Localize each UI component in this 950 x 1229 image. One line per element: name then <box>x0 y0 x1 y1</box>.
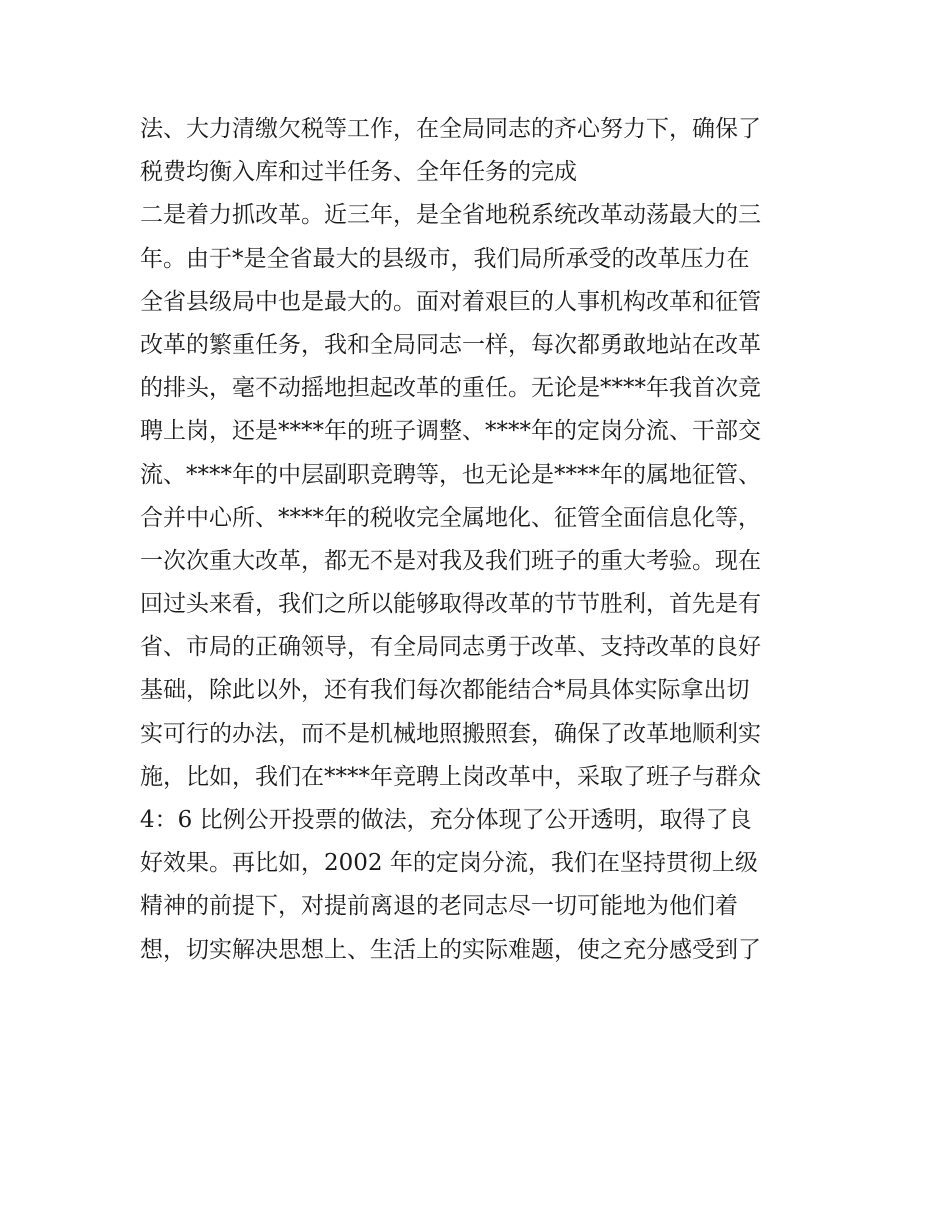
text-line: 4：6 比例公开投票的做法，充分体现了公开透明，取得了良 <box>140 807 752 833</box>
text-line: 好效果。再比如，2002 年的定岗分流，我们在坚持贯彻上级 <box>140 850 758 877</box>
text-line: 施，比如，我们在****年竞聘上岗改革中，采取了班子与群众 <box>140 763 761 790</box>
text-line: 的排头，毫不动摇地担起改革的重任。无论是****年我首次竞 <box>140 375 761 402</box>
text-line: 合并中心所、****年的税收完全属地化、征管全面信息化等， <box>140 504 761 531</box>
text-line: 全省县级局中也是最大的。面对着艰巨的人事机构改革和征管 <box>140 288 761 315</box>
text-line: 回过头来看，我们之所以能够取得改革的节节胜利，首先是有 <box>140 591 761 618</box>
text-line: 省、市局的正确领导，有全局同志勇于改革、支持改革的良好 <box>140 634 761 661</box>
text-line: 想，切实解决思想上、生活上的实际难题，使之充分感受到了 <box>140 936 761 963</box>
text-line: 税费均衡入库和过半任务、全年任务的完成 <box>140 159 577 186</box>
text-line: 年。由于*是全省最大的县级市，我们局所承受的改革压力在 <box>140 245 750 272</box>
text-line: 法、大力清缴欠税等工作，在全局同志的齐心努力下，确保了 <box>140 116 761 142</box>
text-line: 改革的繁重任务，我和全局同志一样，每次都勇敢地站在改革 <box>140 331 761 358</box>
text-line: 聘上岗，还是****年的班子调整、****年的定岗分流、干部交 <box>140 418 761 445</box>
text-line: 精神的前提下，对提前离退的老同志尽一切可能地为他们着 <box>140 893 738 920</box>
text-line: 基础，除此以外，还有我们每次都能结合*局具体实际拿出切 <box>140 677 750 704</box>
text-line: 实可行的办法，而不是机械地照搬照套，确保了改革地顺利实 <box>140 720 761 747</box>
text-line: 流、****年的中层副职竞聘等，也无论是****年的属地征管、 <box>140 461 761 488</box>
text-line: 一次次重大改革，都无不是对我及我们班子的重大考验。现在 <box>140 547 761 574</box>
text-line: 二是着力抓改革。近三年，是全省地税系统改革动荡最大的三 <box>140 202 761 229</box>
body-text <box>140 108 830 972</box>
